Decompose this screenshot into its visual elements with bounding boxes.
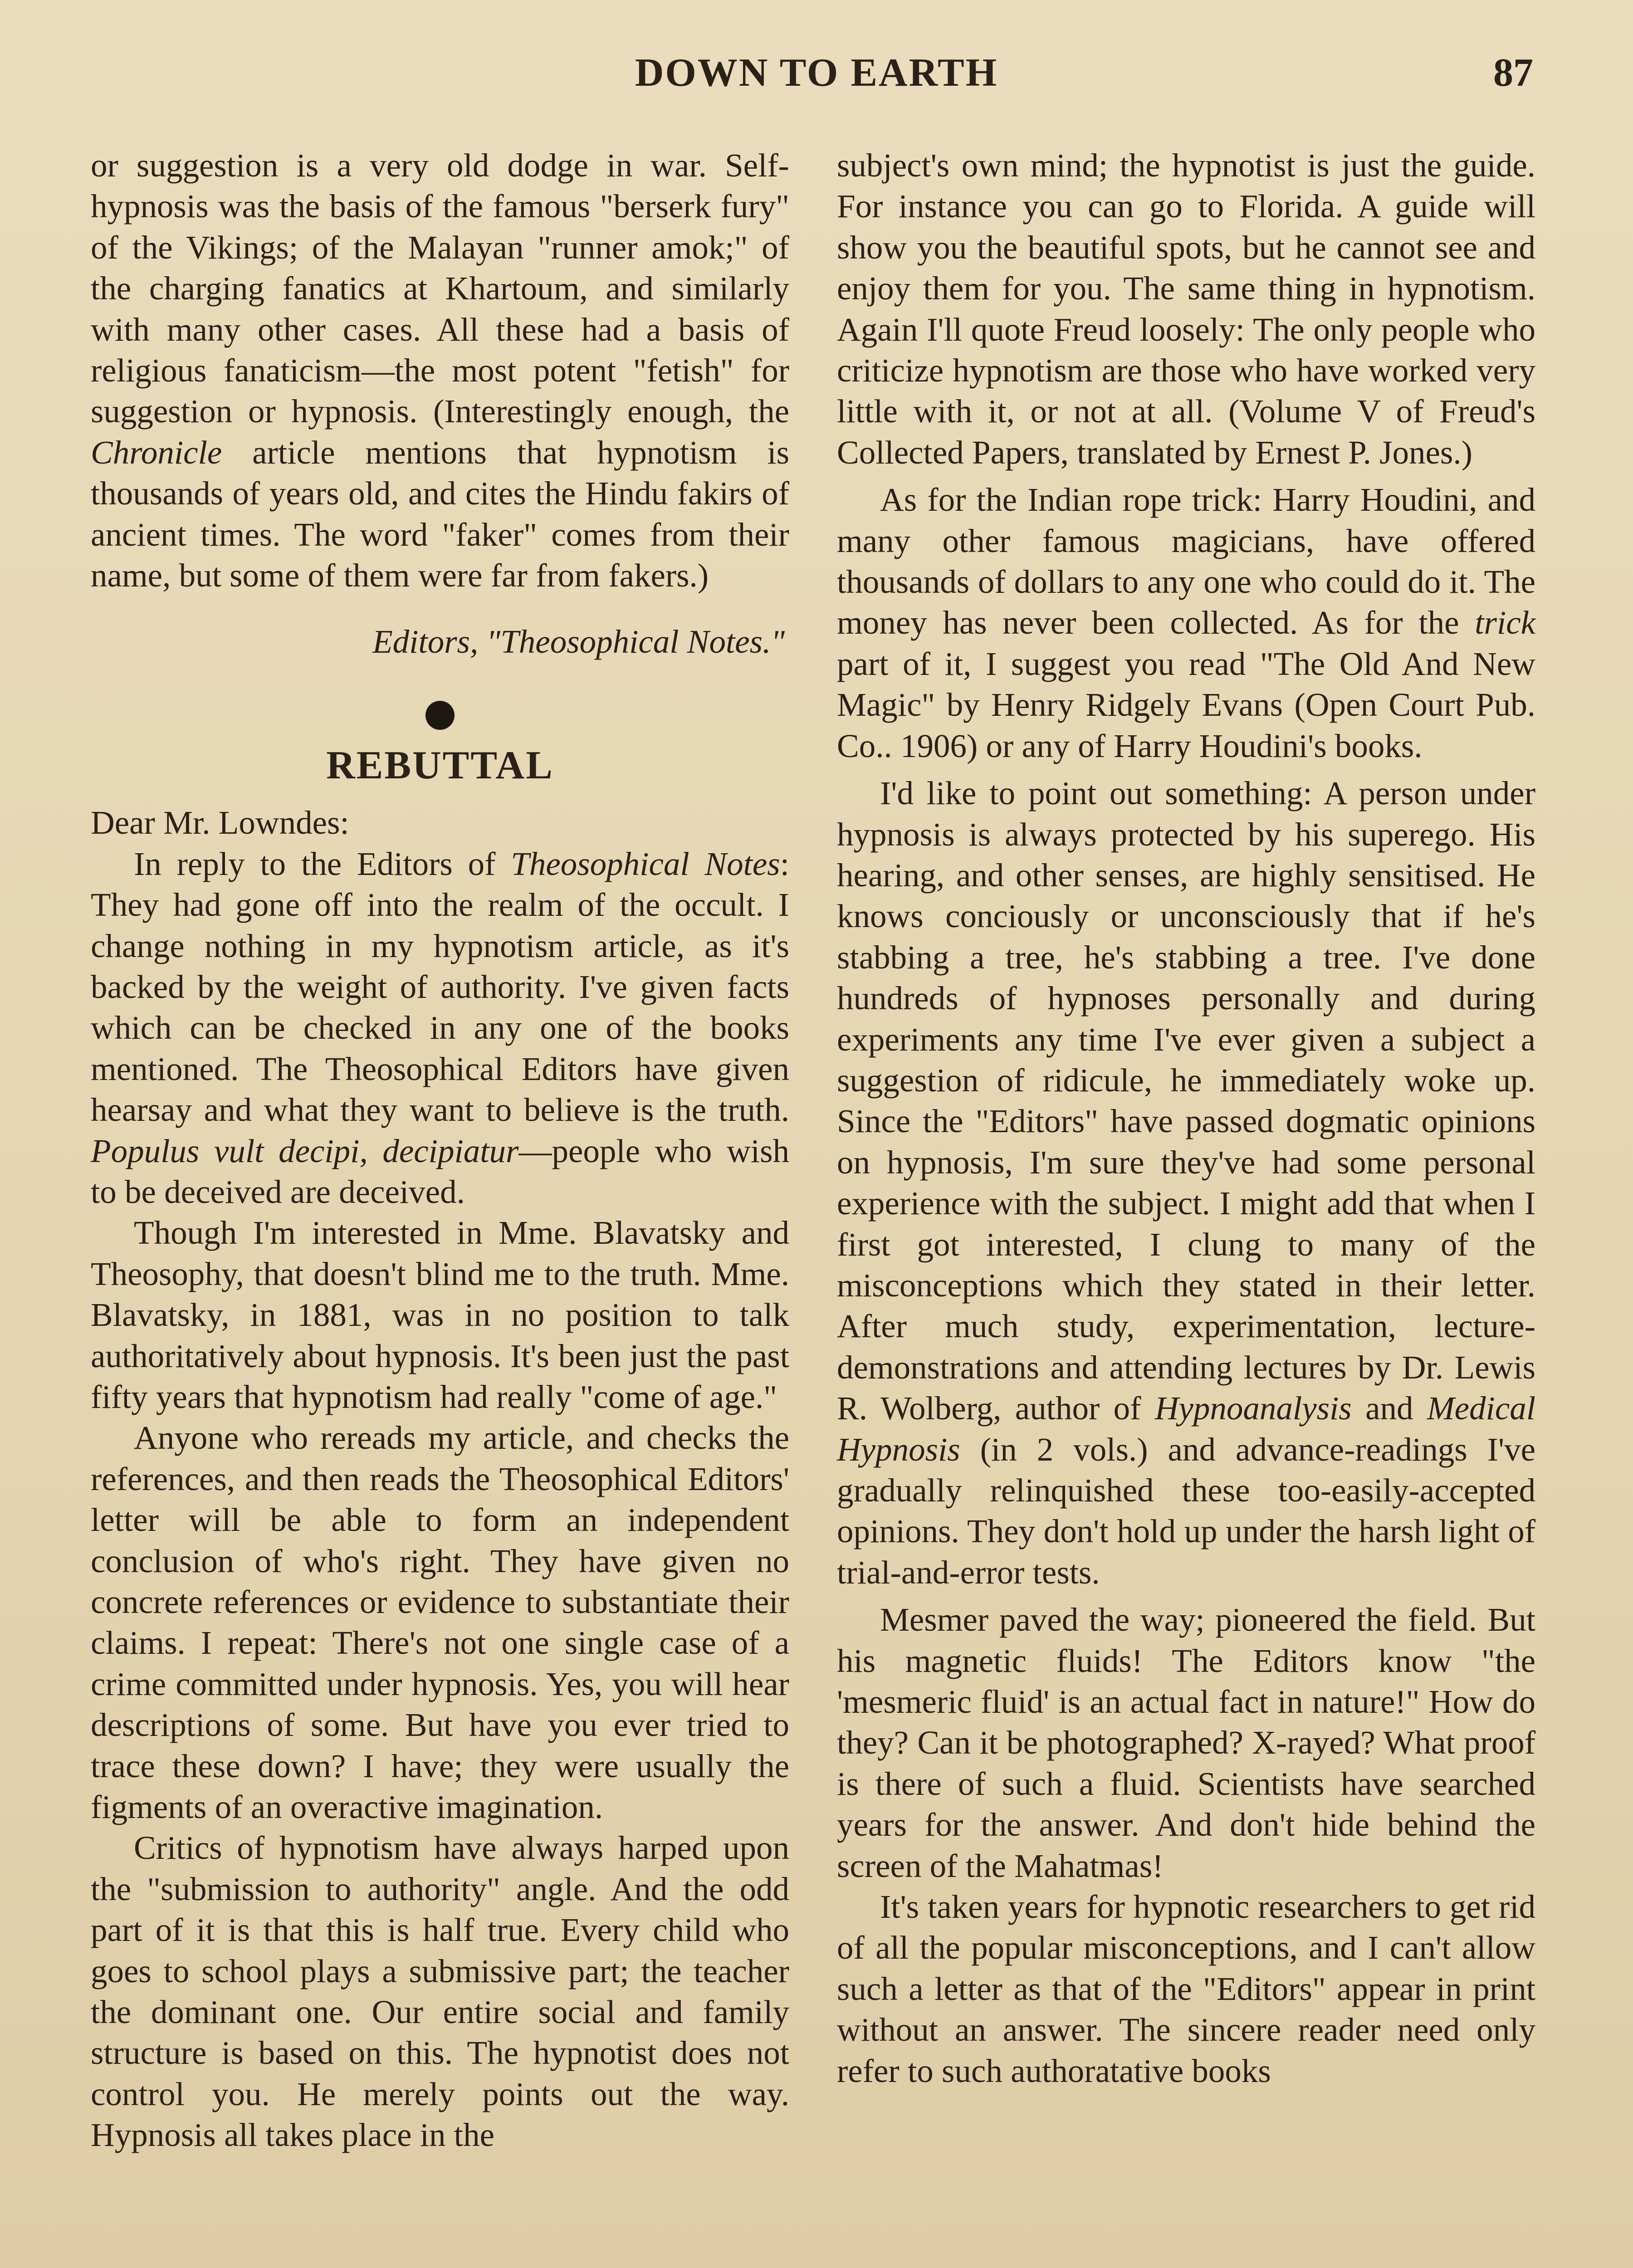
salutation: Dear Mr. Lowndes: [91, 804, 349, 841]
continued-paragraph: or suggestion is a very old dodge in war. Self-hypnosis was the basis of the famous "berserk fury" of the Vikings; of the Malayan "runner amok;" of the charging fanatics at Khartoum, and similarly with many other cases. All these had a basis of religious fanaticism—the most potent "fetish" for suggestion or hypnosis. (Interestingly enough, the Chronicle article mentions that hypnotism is thousands of years old, and cites the Hindu fakirs of ancient times. The word "faker" comes from their name, but some of them were far from fakers.) [91, 147, 789, 594]
right-column [837, 145, 1535, 2092]
left-column [91, 145, 789, 2156]
publication-title: Chronicle [91, 434, 222, 471]
body-paragraph: Mesmer paved the way; pioneered the field. But his magnetic fluids! The Editors know "the 'mesmeric fluid' is an actual fact in nature!" How do they? Can it be photographed? X-rayed? What proof is there of such a fluid. Scientists have searched years for the answer. And don't hide behind the screen of the Mahatmas! [837, 1601, 1535, 1884]
section-bullet-icon [425, 701, 455, 730]
running-title: DOWN TO EARTH [635, 51, 998, 95]
body-paragraph: Though I'm interested in Mme. Blavatsky and Theosophy, that doesn't blind me to the truth. Mme. Blavatsky, in 1881, was in no position to talk authoritatively about hypnosis. It's been just the past fifty years that hypnotism had really "come of age." [91, 1214, 789, 1415]
body-paragraph: Critics of hypnotism have always harped upon the "submission to authority" angle. And the odd part of it is that this is half true. Every child who goes to school plays a submissive part; the teacher the dominant one. Our entire social and family structure is based on this. The hypnotist does not control you. He merely points out the way. Hypnosis all takes place in the [91, 1829, 789, 2154]
running-head [91, 50, 1542, 100]
section-heading: REBUTTAL [326, 743, 554, 787]
editors-signature: Editors, "Theosophical Notes." [372, 623, 785, 660]
body-paragraph: It's taken years for hypnotic researchers to get rid of all the popular misconceptions, and I can't allow such a letter as that of the "Editors" appear in print without an answer. The sincere reader need only refer to such authoratative books [837, 1888, 1535, 2089]
body-paragraph: In reply to the Editors of Theosophical Notes: They had gone off into the realm of the occult. I change nothing in my hypnotism article, as it's backed by the weight of authority. I've given facts which can be checked in any one of the books mentioned. The Theosophical Editors have given hearsay and what they want to believe is the truth. Populus vult decipi, decipiatur—people who wish to be deceived are deceived. [91, 845, 790, 1210]
body-paragraph: As for the Indian rope trick: Harry Houdini, and many other famous magicians, have offered thousands of dollars to any one who could do it. The money has never been collected. As for the trick part of it, I suggest you read "The Old And New Magic" by Henry Ridgely Evans (Open Court Pub. Co.. 1906) or any of Harry Houdini's books. [837, 481, 1535, 764]
page-number: 87 [1493, 51, 1533, 95]
body-paragraph: I'd like to point out something: A person under hypnosis is always protected by his superego. His hearing, and other senses, are highly sensitised. He knows conciously or unconsciously that if he's stabbing a tree, he's stabbing a tree. I've done hundreds of hypnoses personally and during experiments any time I've ever given a subject a suggestion of ridicule, he immediately woke up. Since the "Editors" have passed dogmatic opinions on hypnosis, I'm sure they've had some personal experience with the subject. I might add that when I first got interested, I clung to many of the misconceptions which they stated in their letter. After much study, experimentation, lecture-demonstrations and attending lectures by Dr. Lewis R. Wolberg, author of Hypnoanalysis and Medical Hypnosis (in 2 vols.) and advance-readings I've gradually relinquished these too-easily-accepted opinions. They don't hold up under the harsh light of trial-and-error tests. [837, 775, 1536, 1591]
body-paragraph: Anyone who rereads my article, and checks the references, and then reads the Theosophical Editors' letter will be able to form an independent conclusion of who's right. They have given no concrete references or evidence to substantiate their claims. I repeat: There's not one single case of a crime committed under hypnosis. Yes, you will hear descriptions of some. But have you ever tried to trace these down? I have; they were usually the figments of an overactive imagination. [91, 1419, 789, 1826]
continued-paragraph: subject's own mind; the hypnotist is just the guide. For instance you can go to Florida. A guide will show you the beautiful spots, but he cannot see and enjoy them for you. The same thing in hypnotism. Again I'll quote Freud loosely: The only people who criticize hypnotism are those who have worked very little with it, or not at all. (Volume V of Freud's Collected Papers, translated by Ernest P. Jones.) [837, 147, 1535, 471]
